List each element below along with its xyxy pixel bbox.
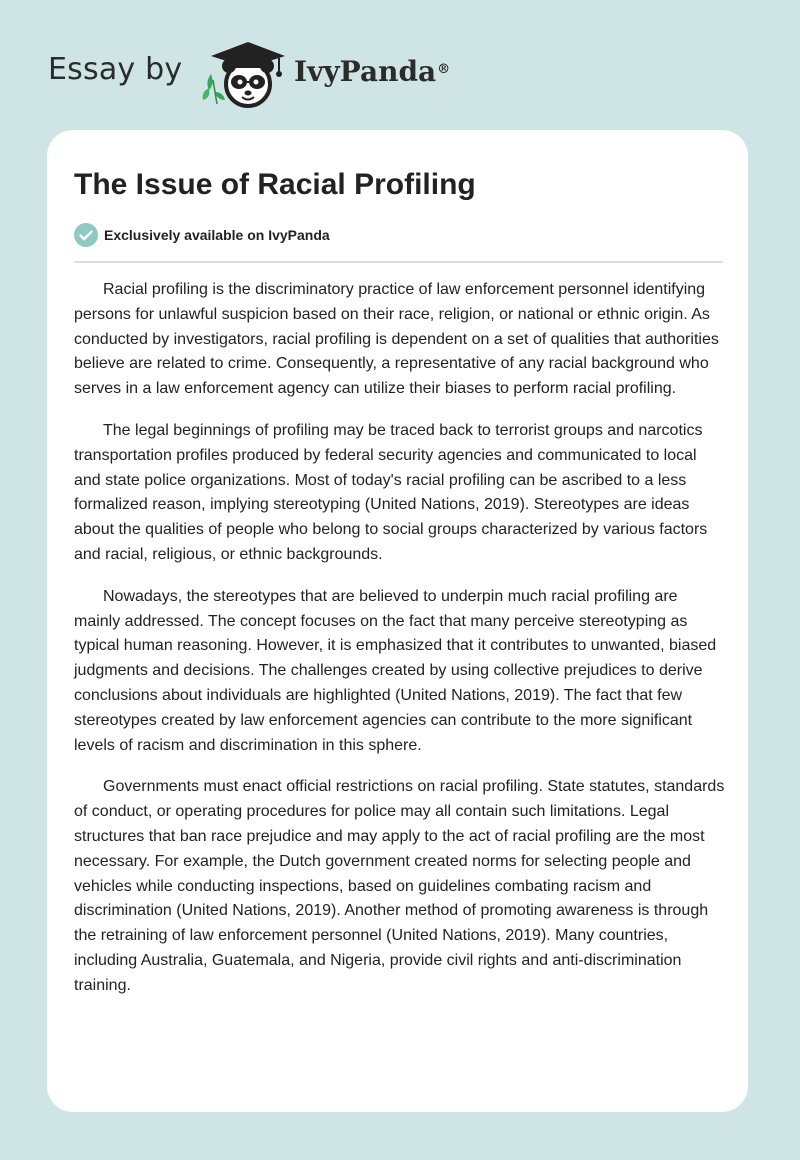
exclusive-badge: [74, 222, 330, 248]
exclusive-badge-label: Exclusively available on IvyPanda: [104, 227, 330, 243]
trademark-symbol: ®: [437, 62, 451, 77]
paragraph: Governments must enact official restrictions on racial profiling. State statutes, standards of conduct, or operating procedures for police may all contain such limitations. Legal structures that ban race prejudice and may apply to the act of racial profiling are the most necessary. For example, the Dutch government created norms for selecting people and vehicles while conducting inspections, based on guidelines combating racism and discrimination (United Nations, 2019). Another method of promoting awareness is through the retraining of law enforcement personnel (United Nations, 2019). Many countries, including Australia, Guatemala, and Nigeria, provide civil rights and anti-discrimination training.: [74, 778, 725, 994]
paragraph: Nowadays, the stereotypes that are believed to underpin much racial profiling are mainly addressed. The concept focuses on the fact that many perceive stereotyping as typical human reasoning. However, it is emphasized that it contributes to unwanted, biased judgments and decisions. The challenges created by using collective prejudices to derive conclusions about individuals are highlighted (United Nations, 2019). The fact that few stereotypes created by law enforcement agencies can contribute to the more significant levels of racism and discrimination in this sphere.: [74, 587, 717, 754]
paragraph: The legal beginnings of profiling may be traced back to terrorist groups and narcotics transportation profiles produced by federal security agencies and communicated to local and state police organizations. Most of today's racial profiling can be ascribed to a less formalized reason, implying stereotyping (United Nations, 2019). Stereotypes are ideas about the qualities of people who belong to social groups characterized by various factors and racial, religious, or ethnic backgrounds.: [74, 421, 708, 563]
site-header: [0, 0, 800, 130]
brand-name: IvyPanda: [294, 55, 437, 88]
essay-by-label: Essay by: [48, 52, 183, 87]
essay-body: [74, 278, 726, 1016]
panda-graduate-icon: [199, 36, 291, 110]
paragraph: Racial profiling is the discriminatory practice of law enforcement personnel identifying persons for unlawful suspicion based on their race, religion, or national or ethnic origin. As conducted by investigators, racial profiling is dependent on a set of qualities that authorities believe are related to crime. Consequently, a representative of any racial background who serves in a law enforcement agency can utilize their biases to perform racial profiling.: [74, 281, 719, 398]
essay-card: [47, 130, 748, 1112]
page-title: The Issue of Racial Profiling: [74, 168, 476, 201]
brand-logo-text[interactable]: [294, 52, 450, 92]
divider: [74, 261, 723, 263]
check-circle-icon: [74, 223, 98, 247]
